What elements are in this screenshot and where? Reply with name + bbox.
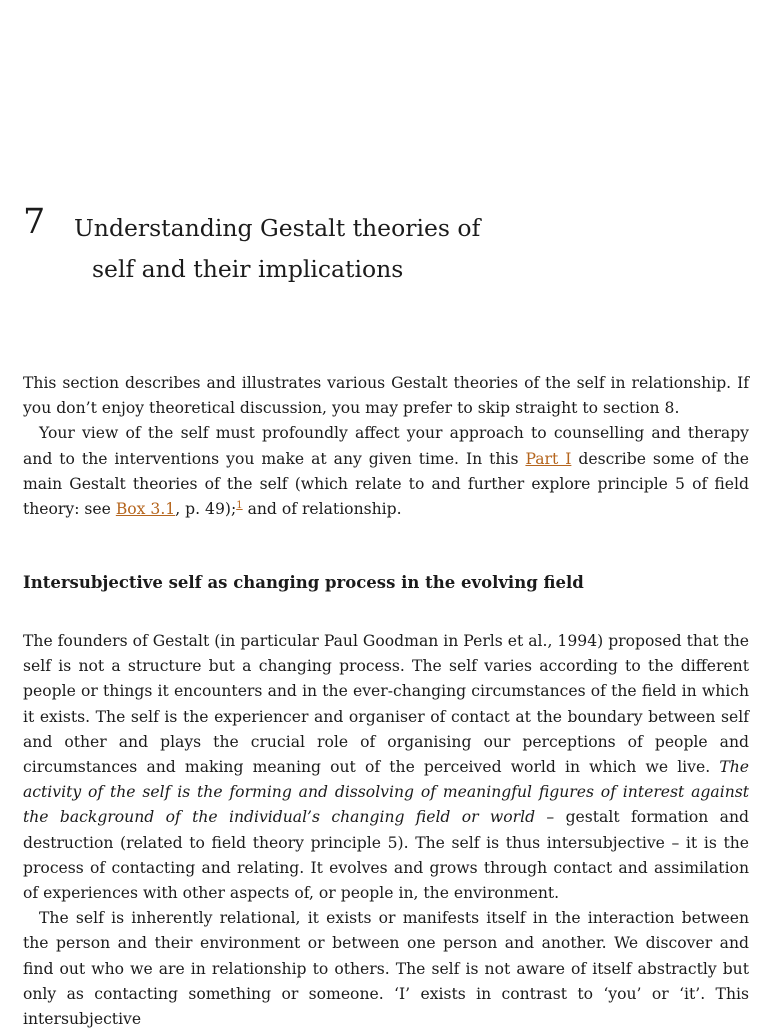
section-paragraph-2: The self is inherently relational, it exists or manifests itself in the interaction between the person and their environment or between one person and another. We discover and find out who we are in relationship to others. The self is not aware of itself abstractly but only as contacting something or someone. ‘I’ exists in contrast to ‘you’ or ‘it’. This intersubjective bbox=[23, 909, 749, 1029]
part-i-link[interactable]: Part I bbox=[525, 449, 572, 468]
section-text-part: The founders of Gestalt (in particular Paul Goodman in Perls et al., 1994) proposed that the self is not a structure but a changing process. The self varies according to the different people or things it encounters and in the ever-changing circumstances of the field in which it exists. The self is the experiencer and organiser of contact at the boundary between self and other and plays the crucial role of organising our perceptions of people and circumstances and making meaning out of the perceived world in which we live. bbox=[23, 632, 749, 777]
intro-text-part: Your view of the self must profoundly affect your approach to counselling and therapy and to the interventions you make at any given time. In this bbox=[23, 424, 749, 468]
intro-text-part: describe some of the main Gestalt theories of the self (which relate to and further explore principle 5 of field theory: see bbox=[23, 449, 749, 519]
intro-text-part: , p. 49); bbox=[175, 500, 237, 519]
chapter-title-line-2: self and their implications bbox=[92, 255, 404, 283]
intro-paragraph-2 bbox=[23, 421, 749, 522]
chapter-number: 7 bbox=[23, 202, 46, 242]
intro-text-part: and of relationship. bbox=[242, 500, 402, 519]
footnote-1-link[interactable]: 1 bbox=[236, 499, 243, 511]
section-italic-text: The activity of the self is the forming and dissolving of meaningful figures of interest against the background of the individual’s changing field or world bbox=[23, 758, 749, 827]
intro-text bbox=[23, 371, 749, 522]
section-paragraph-1 bbox=[23, 629, 749, 906]
chapter-title bbox=[74, 208, 480, 290]
section-text-part: – gestalt formation and destruction (related to field theory principle 5). The self is thus intersubjective – it is the process of contacting and relating. It evolves and grows through contact and assimilation of experiences with other aspects of, or people in, the environment. bbox=[23, 808, 749, 903]
section-body bbox=[23, 629, 749, 1032]
section-heading: Intersubjective self as changing process in the evolving field bbox=[23, 573, 584, 592]
box-3-1-link[interactable]: Box 3.1 bbox=[115, 500, 176, 519]
chapter-title-line-1: Understanding Gestalt theories of bbox=[74, 214, 481, 242]
intro-paragraph-1: This section describes and illustrates various Gestalt theories of the self in relationship. If you don’t enjoy theoretical discussion, you may prefer to skip straight to section 8. bbox=[23, 374, 749, 418]
